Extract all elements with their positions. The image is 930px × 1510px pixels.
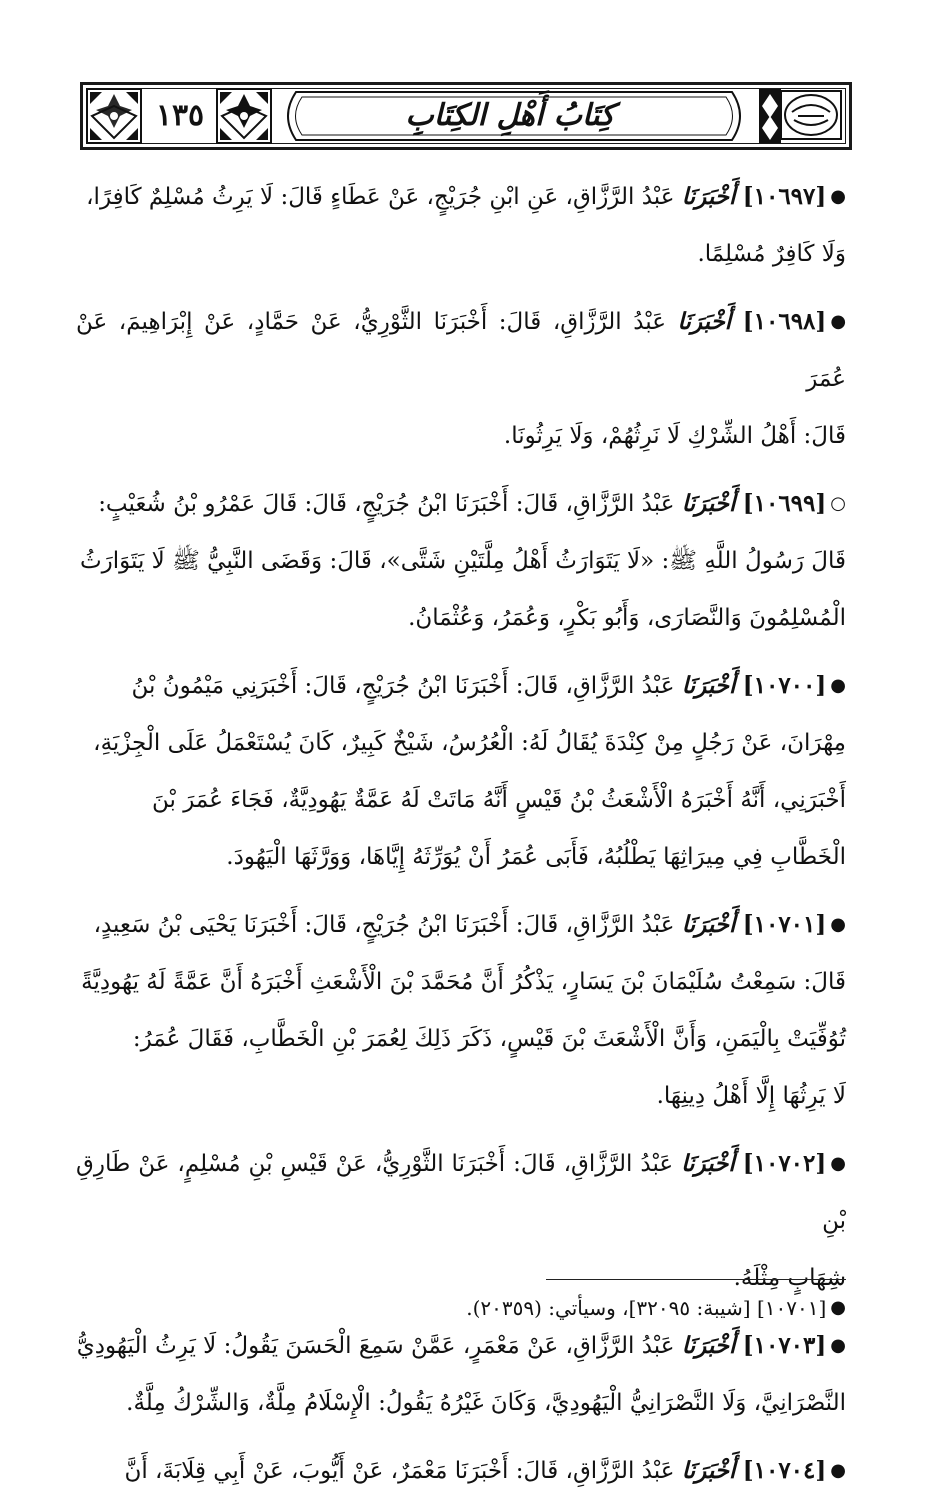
hadith-number: [١٠٧٠٠] xyxy=(742,672,827,699)
entry-text: عَبْدُ الرَّزَّاقِ، قَالَ: أَخْبَرَنَا ابْنُ جُرَيْجٍ، قَالَ: أَخْبَرَنَا يَحْيَى بْنُ سَعِيدٍ، xyxy=(93,912,675,938)
hadith-number: [١٠٧٠٤] xyxy=(742,1457,827,1484)
entry-line xyxy=(76,1068,846,1125)
entry-line xyxy=(76,715,846,772)
entry-line xyxy=(76,954,846,1011)
book-logo-icon xyxy=(780,90,842,140)
running-header xyxy=(80,82,852,150)
akhbarana-word: أَخْبَرَنَا xyxy=(681,1457,736,1484)
hadith-number: [١٠٧٠٢] xyxy=(742,1150,827,1177)
entry-line xyxy=(76,896,846,954)
entry-line xyxy=(76,1317,846,1375)
entry-text: عَبْدُ الرَّزَّاقِ، قَالَ: أَخْبَرَنَا ابْنُ جُرَيْجٍ، قَالَ: قَالَ عَمْرُو بْنُ شُعَيْبٍ: xyxy=(98,491,675,517)
akhbarana-word: أَخْبَرَنَا xyxy=(681,672,736,699)
entry-text: الْمُسْلِمُونَ وَالنَّصَارَى، وَأَبُو بَكْرٍ، وَعُمَرُ، وَعُثْمَانُ. xyxy=(408,605,846,631)
entry-text: الْخَطَّابِ فِي مِيرَاثِهَا يَطْلُبُهُ، فَأَبَى عُمَرُ أَنْ يُوَرِّثَهُ إِيَّاهَا، وَوَرَّثَهَا الْيَهُودَ. xyxy=(226,844,846,870)
akhbarana-word: أَخْبَرَنَا xyxy=(681,1150,735,1177)
entry-line xyxy=(76,293,846,408)
entry-line xyxy=(76,772,846,829)
hadith-entry xyxy=(76,1317,846,1432)
akhbarana-word: أَخْبَرَنَا xyxy=(681,490,736,517)
hollow-bullet-icon: ○ xyxy=(830,493,846,514)
bullet-icon: ● xyxy=(830,1460,846,1481)
entry-text: عَبْدُ الرَّزَّاقِ، قَالَ: أَخْبَرَنَا مَعْمَرٌ، عَنْ أَيُّوبَ، عَنْ أَبِي قِلَابَةَ، أَنَّ xyxy=(124,1458,675,1484)
entry-line xyxy=(76,1011,846,1068)
entry-line xyxy=(76,1375,846,1432)
ornament-right-icon xyxy=(758,88,782,144)
hadith-entry xyxy=(76,1442,846,1500)
entry-text: عَبْدُ الرَّزَّاقِ، عَنْ مَعْمَرٍ، عَمَّنْ سَمِعَ الْحَسَنَ يَقُولُ: لَا يَرِثُ الْيَهُودِيُّ xyxy=(76,1333,675,1359)
hadith-number: [١٠٧٠١] xyxy=(742,911,827,938)
entry-text: عَبْدُ الرَّزَّاقِ، قَالَ: أَخْبَرَنَا الثَّوْرِيُّ، عَنْ حَمَّادٍ، عَنْ إِبْرَاهِيمَ، عَنْ عُمَرَ xyxy=(76,309,846,392)
entry-line xyxy=(76,475,846,533)
entry-text: أَخْبَرَنِي، أَنَّهُ أَخْبَرَهُ الْأَشْعَثُ بْنُ قَيْسٍ أَنَّهُ مَاتَتْ لَهُ عَمَّةٌ يَهُودِيَّةٌ، فَجَاءَ عُمَرَ بْنَ xyxy=(151,787,846,813)
hadith-number: [١٠٦٩٨] xyxy=(742,308,827,335)
entry-line xyxy=(76,1135,846,1250)
bullet-icon: ● xyxy=(830,675,846,696)
entry-text: لَا يَرِثُهَا إِلَّا أَهْلُ دِينِهَا. xyxy=(656,1083,846,1109)
akhbarana-word: أَخْبَرَنَا xyxy=(681,911,736,938)
bullet-icon: ● xyxy=(830,186,846,207)
akhbarana-word: أَخْبَرَنَا xyxy=(681,183,736,210)
hadith-entry xyxy=(76,896,846,1125)
hadith-entry xyxy=(76,1135,846,1307)
entry-line xyxy=(76,1442,846,1500)
hadith-entry xyxy=(76,475,846,647)
akhbarana-word: أَخْبَرَنَا xyxy=(681,1332,736,1359)
footnote-divider xyxy=(546,1279,846,1280)
footnote xyxy=(76,1292,846,1324)
entry-text: قَالَ: أَهْلُ الشِّرْكِ لَا نَرِثُهُمْ، وَلَا يَرِثُونَا. xyxy=(503,423,846,449)
entry-text: النَّصْرَانِيَّ، وَلَا النَّصْرَانِيُّ الْيَهُودِيَّ، وَكَانَ غَيْرُهُ يَقُولُ: الْإِسْلَامُ مِلَّةٌ، وَالشِّرْكُ مِلَّةٌ. xyxy=(126,1390,846,1416)
entry-text: قَالَ رَسُولُ اللَّهِ ﷺ: «لَا يَتَوَارَثُ أَهْلُ مِلَّتَيْنِ شَتَّى»، قَالَ: وَقَضَى النَّبِيُّ ﷺ لَا يَتَوَارَثُ xyxy=(79,548,846,574)
entry-text: عَبْدُ الرَّزَّاقِ، قَالَ: أَخْبَرَنَا الثَّوْرِيُّ، عَنْ قَيْسِ بْنِ مُسْلِمٍ، عَنْ طَارِقِ بْنِ xyxy=(76,1151,846,1234)
entry-text: شِهَابٍ مِثْلَهُ. xyxy=(733,1265,846,1291)
bullet-icon: ● xyxy=(830,1153,847,1174)
hadith-entry xyxy=(76,657,846,886)
entry-text: قَالَ: سَمِعْتُ سُلَيْمَانَ بْنَ يَسَارٍ، يَذْكُرُ أَنَّ مُحَمَّدَ بْنَ الْأَشْعَثِ أَخْبَرَهُ أَنَّ عَمَّةً لَهُ يَهُودِيَّةً xyxy=(81,969,846,995)
footnote-text: [١٠٧٠١] [شيبة: ٣٢٠٩٥]، وسيأتي: (٢٠٣٥٩). xyxy=(466,1296,827,1320)
hadith-entry xyxy=(76,293,846,465)
hadith-number: [١٠٦٩٩] xyxy=(742,490,827,517)
bullet-icon: ● xyxy=(830,1335,846,1356)
hadith-entry xyxy=(76,168,846,283)
entry-line xyxy=(76,657,846,715)
ornament-left-icon xyxy=(86,88,142,144)
entry-line xyxy=(76,226,846,283)
book-title: كِتَابُ أَهْلِ الكِتَابِ xyxy=(405,98,615,133)
entry-line xyxy=(76,590,846,647)
hadith-number: [١٠٦٩٧] xyxy=(742,183,827,210)
entry-text: مِهْرَانَ، عَنْ رَجُلٍ مِنْ كِنْدَةَ يُقَالُ لَهُ: الْعُرُسُ، شَيْخٌ كَبِيرٌ، كَانَ يُسْتَعْمَلُ عَلَى الْجِزْيَةِ، xyxy=(93,730,846,756)
entry-line xyxy=(76,168,846,226)
entry-text: عَبْدُ الرَّزَّاقِ، عَنِ ابْنِ جُرَيْجٍ، عَنْ عَطَاءٍ قَالَ: لَا يَرِثُ مُسْلِمٌ كَافِرًا، xyxy=(86,184,675,210)
page-number: ١٣٥ xyxy=(155,98,205,133)
ornament-mid-left-icon xyxy=(216,88,272,144)
akhbarana-word: أَخْبَرَنَا xyxy=(677,308,732,335)
bullet-icon: ● xyxy=(830,914,846,935)
entry-line xyxy=(76,533,846,590)
bullet-icon: ● xyxy=(830,1297,846,1318)
entry-text: تُوُفِّيَتْ بِالْيَمَنِ، وَأَنَّ الْأَشْعَثَ بْنَ قَيْسٍ، ذَكَرَ ذَلِكَ لِعُمَرَ بْنِ الْخَطَّابِ، فَقَالَ عُمَرُ: xyxy=(132,1026,846,1052)
entry-line xyxy=(76,829,846,886)
bullet-icon: ● xyxy=(830,311,847,332)
hadith-number: [١٠٧٠٣] xyxy=(742,1332,827,1359)
entry-line xyxy=(76,408,846,465)
entry-text: عَبْدُ الرَّزَّاقِ، قَالَ: أَخْبَرَنَا ابْنُ جُرَيْجٍ، قَالَ: أَخْبَرَنِي مَيْمُونُ بْنُ xyxy=(131,673,675,699)
entry-text: وَلَا كَافِرٌ مُسْلِمًا. xyxy=(697,241,846,267)
